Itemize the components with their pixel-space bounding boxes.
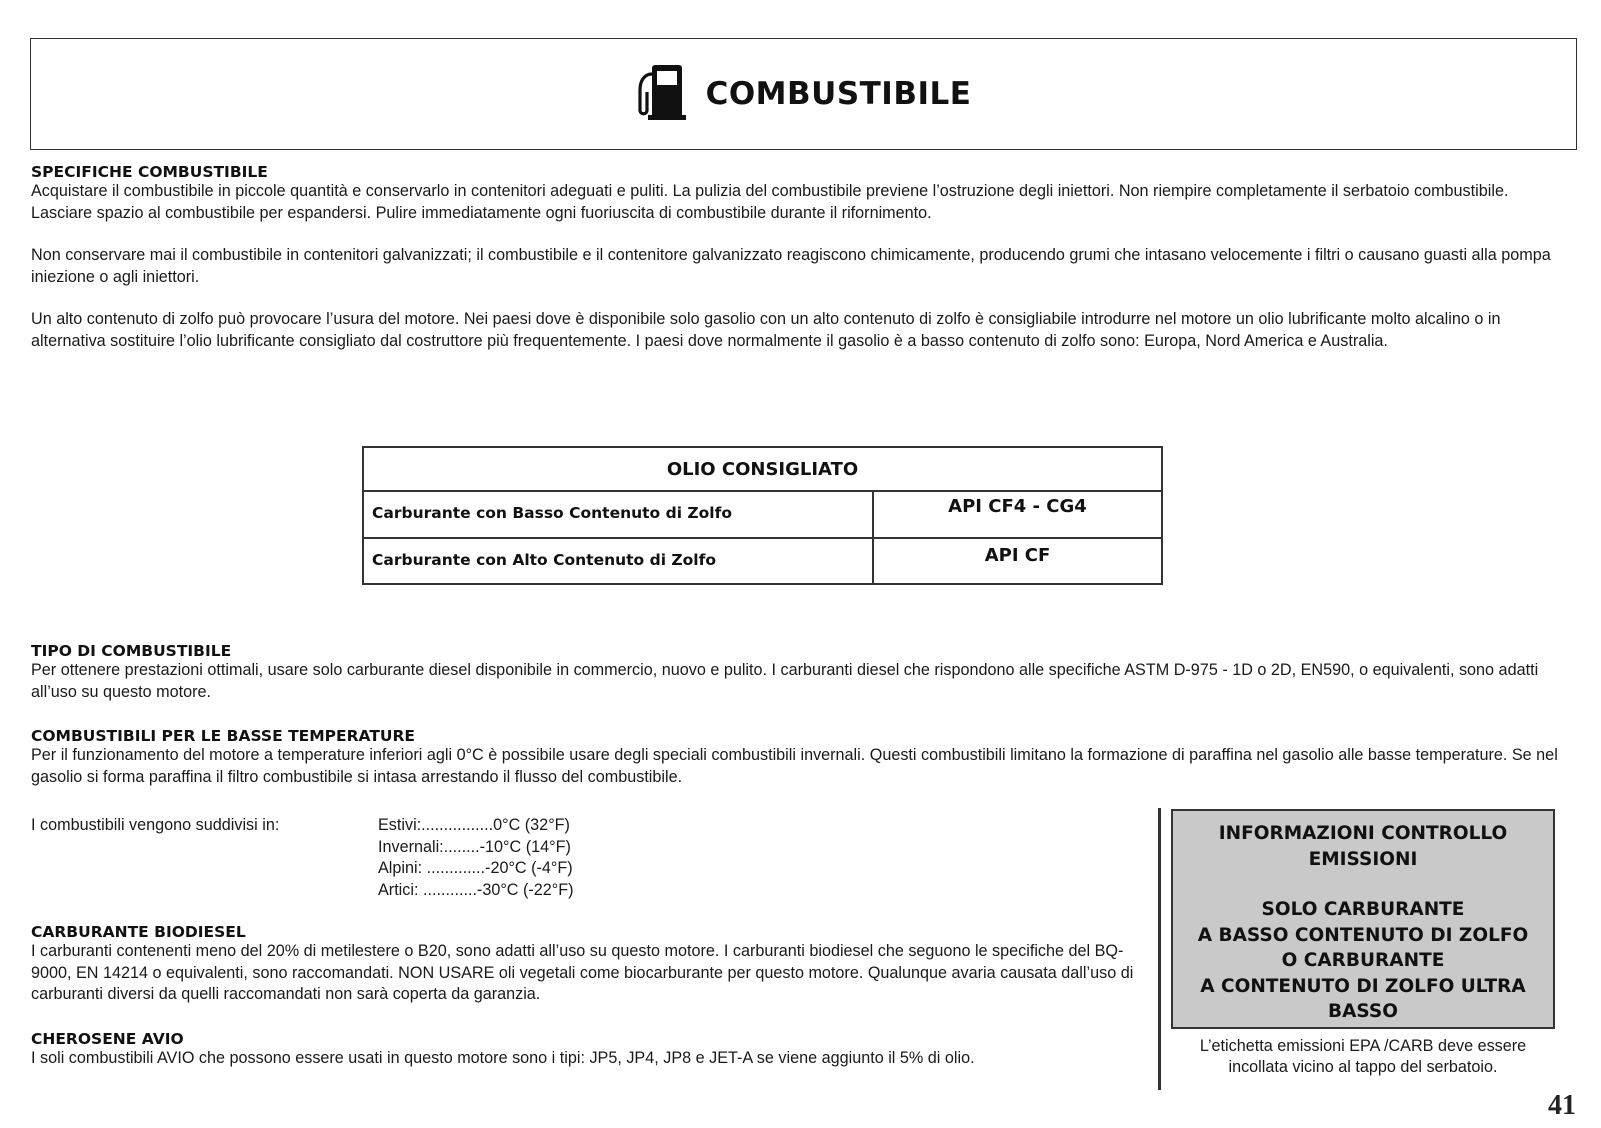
fuel-category-item: Invernali:........-10°C (14°F) bbox=[378, 837, 571, 856]
emissions-body-line: SOLO CARBURANTE bbox=[1261, 899, 1465, 920]
emissions-body-line: A BASSO CONTENUTO DI ZOLFO bbox=[1197, 924, 1529, 946]
oil-table-row bbox=[364, 539, 1161, 585]
fuel-pump-icon bbox=[636, 62, 690, 127]
emissions-body-line: A CONTENUTO DI ZOLFO ULTRA bbox=[1200, 975, 1526, 997]
fuel-type-section bbox=[31, 642, 1571, 703]
emissions-title-line: INFORMAZIONI CONTROLLO bbox=[1218, 823, 1508, 844]
biodiesel-section bbox=[31, 923, 1149, 1006]
emissions-info-box bbox=[1171, 809, 1555, 1029]
kerosene-section bbox=[31, 1030, 1171, 1070]
fuel-specs-paragraph-2: Non conservare mai il combustibile in contenitori galvanizzati; il combustibile e il contenitore galvanizzato reagiscono chimicamente, producendo grumi che intasano velocemente i filtri o causano guasti alla pompa iniezione o agli iniettori. bbox=[31, 246, 1551, 286]
oil-table-row bbox=[364, 492, 1161, 539]
fuel-division-label bbox=[31, 815, 279, 837]
header-box bbox=[30, 38, 1577, 150]
fuel-category-item: Alpini: .............-20°C (-4°F) bbox=[378, 859, 573, 877]
oil-table bbox=[362, 446, 1163, 585]
emissions-body-line: BASSO bbox=[1328, 1001, 1398, 1022]
division-label-text: I combustibili vengono suddivisi in: bbox=[31, 816, 280, 834]
fuel-categories-list bbox=[378, 815, 574, 901]
fuel-type-heading: TIPO DI COMBUSTIBILE bbox=[31, 642, 232, 660]
fuel-category-item: Artici: ............-30°C (-22°F) bbox=[378, 880, 574, 899]
biodiesel-heading: CARBURANTE BIODIESEL bbox=[31, 923, 246, 941]
low-temp-heading: COMBUSTIBILI PER LE BASSE TEMPERATURE bbox=[31, 727, 416, 745]
page-number: 41 bbox=[1548, 1090, 1576, 1121]
oil-row-label: Carburante con Alto Contenuto di Zolfo bbox=[364, 539, 874, 585]
emissions-note: L’etichetta emissioni EPA /CARB deve essere incollata vicino al tappo del serbatoio. bbox=[1199, 1037, 1527, 1076]
kerosene-text: I soli combustibili AVIO che possono essere usati in questo motore sono i tipi: JP5, JP4, JP8 e JET-A se viene aggiunto il 5% di olio. bbox=[31, 1049, 975, 1067]
oil-table-title: OLIO CONSIGLIATO bbox=[364, 448, 1161, 492]
fuel-specs-section bbox=[31, 163, 1571, 352]
fuel-type-text: Per ottenere prestazioni ottimali, usare solo carburante diesel disponibile in commercio, nuovo e pulito. I carburanti diesel che rispondono alle specifiche ASTM D-975 - 1D o 2D, EN590, o equivalenti, sono adatti all’uso su questo motore. bbox=[31, 661, 1539, 701]
kerosene-heading: CHEROSENE AVIO bbox=[31, 1030, 184, 1048]
fuel-specs-paragraph-1: Acquistare il combustibile in piccole quantità e conservarlo in contenitori adeguati e puliti. La pulizia del combustibile previene l’ostruzione degli iniettori. Non riempire completamente il serbatoio combustibile. Lasciare spazio al combustibile per espandersi. Pulire immediatamente ogni fuoriuscita di combustibile durante il rifornimento. bbox=[31, 182, 1509, 222]
oil-row-value: API CF4 - CG4 bbox=[948, 496, 1087, 517]
vertical-divider bbox=[1158, 808, 1161, 1090]
emissions-title-line: EMISSIONI bbox=[1308, 848, 1418, 870]
fuel-specs-heading: SPECIFICHE COMBUSTIBILE bbox=[31, 163, 268, 181]
fuel-category-item: Estivi:................0°C (32°F) bbox=[378, 816, 570, 834]
low-temp-section bbox=[31, 727, 1571, 788]
oil-row-label: Carburante con Basso Contenuto di Zolfo bbox=[364, 492, 874, 537]
biodiesel-text: I carburanti contenenti meno del 20% di metilestere o B20, sono adatti all’uso su questo motore. I carburanti biodiesel che seguono le specifiche del BQ-9000, EN 14214 o equivalenti, sono raccomandati. NON USARE oli vegetali come biocarburante per questo motore. Qualunque avaria causata dall’uso di carburanti diversi da quelli raccomandati non sarà coperta da garanzia. bbox=[31, 942, 1134, 1003]
emissions-body-line: O CARBURANTE bbox=[1281, 950, 1445, 971]
fuel-specs-paragraph-3: Un alto contenuto di zolfo può provocare l’usura del motore. Nei paesi dove è disponibile solo gasolio con un alto contenuto di zolfo è consigliabile introdurre nel motore un olio lubrificante molto alcalino o in alternativa sostituire l’olio lubrificante consigliato dal costruttore più frequentemente. I paesi dove normalmente il gasolio è a basso contenuto di zolfo sono: Europa, Nord America e Australia. bbox=[31, 310, 1501, 350]
oil-row-value: API CF bbox=[984, 545, 1051, 566]
low-temp-text: Per il funzionamento del motore a temperature inferiori agli 0°C è possibile usare degli speciali combustibili invernali. Questi combustibili limitano la formazione di paraffina nel gasolio alle basse temperature. Se nel gasolio si forma paraffina il filtro combustibile si intasa arrestando il flusso del combustibile. bbox=[31, 746, 1558, 786]
page-title: COMBUSTIBILE bbox=[705, 76, 972, 112]
